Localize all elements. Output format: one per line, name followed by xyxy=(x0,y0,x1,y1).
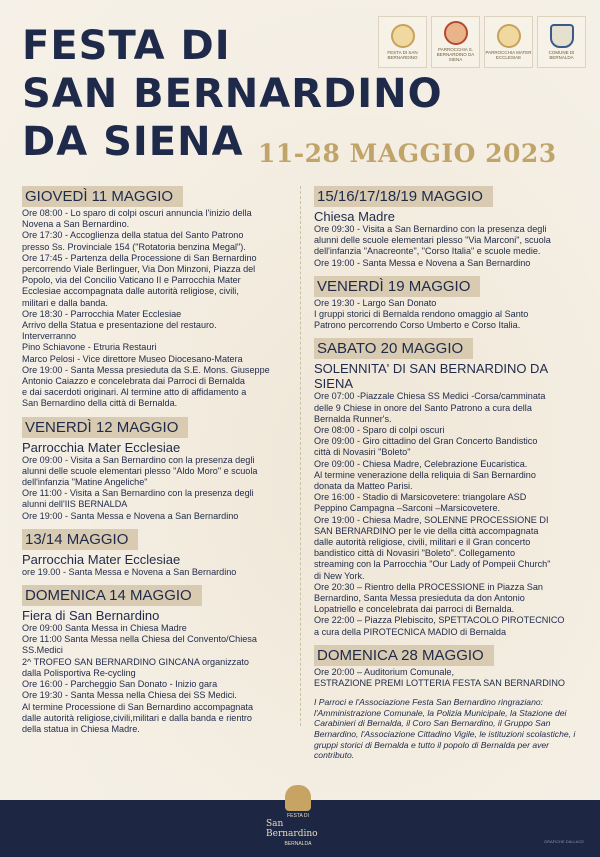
section-body xyxy=(22,567,292,578)
schedule-line: di New York. xyxy=(314,570,365,581)
schedule-line: 2^ TROFEO SAN BERNARDINO GINCANA organizzato xyxy=(22,656,249,667)
schedule-line: Ore 17:30 - Accoglienza della statua del Santo Patrono xyxy=(22,230,244,241)
festa-logo xyxy=(378,16,427,68)
schedule-line: SAN BERNARDINO per le vie della città accompagnata xyxy=(314,525,539,536)
schedule-line: Interverranno xyxy=(22,331,77,342)
section-header: DOMENICA 14 MAGGIO xyxy=(22,585,202,606)
schedule-line: percorrendo Viale Berlinguer, Via Don Minzoni, Piazza del xyxy=(22,264,256,275)
schedule-line: Ore 20:30 – Rientro della PROCESSIONE in Piazza San xyxy=(314,581,543,592)
left-column xyxy=(22,186,292,742)
parrocchia-san-bernardino-icon xyxy=(444,21,468,45)
section-header: DOMENICA 28 MAGGIO xyxy=(314,645,494,666)
schedule-line: Arrivo della Statua e presentazione del restauro. xyxy=(22,320,217,331)
schedule-line: Ore 19:00 - Chiesa Madre, SOLENNE PROCESSIONE DI xyxy=(314,514,549,525)
comune-bernalda-logo xyxy=(537,16,586,68)
section-body xyxy=(22,455,292,522)
schedule-line: bandistico città di Novasiri "Boleto". Collegamento xyxy=(314,548,516,559)
schedule-line: Ore 17:45 - Partenza della Processione di San Bernardino xyxy=(22,252,257,263)
section-domenica-14 xyxy=(22,585,292,735)
section-venerdi-12 xyxy=(22,417,292,522)
parrocchia-mater-ecclesiae-logo xyxy=(484,16,533,68)
schedule-line: Marco Pelosi - Vice direttore Museo Diocesano-Matera xyxy=(22,353,243,364)
schedule-line: Ore 09:00 - Chiesa Madre, Celebrazione Eucaristica. xyxy=(314,458,528,469)
schedule-line: SS.Medici xyxy=(22,645,63,656)
schedule-line: Ore 09:00 - Giro cittadino del Gran Concerto Bandistico xyxy=(314,436,538,447)
event-dates: 11-28 MAGGIO 2023 xyxy=(258,139,557,168)
schedule-line: Ore 11:00 - Visita a San Bernardino con la presenza degli xyxy=(22,488,254,499)
schedule-line: Ore 11:00 Santa Messa nella Chiesa del Convento/Chiesa xyxy=(22,634,257,645)
section-13-14 xyxy=(22,529,292,578)
thanks-note: I Parroci e l'Associazione Festa San Bernardino ringraziano: l'Amministrazione Comunale, la Polizia Municipale, la Stazione dei Carabinieri di Bernalda, il Coro San Bernardino, il Gruppo San Bernardino, l'Associazione Cittadino Vigile, le istituzioni scolastiche, i gruppi storici di Bernalda e tutto il popolo di Bernalda per aver contributo. xyxy=(314,697,576,761)
section-body xyxy=(22,208,292,410)
footer-place: BERNALDA xyxy=(284,841,312,847)
section-15-19 xyxy=(314,186,584,269)
schedule-line: streaming con la Parrocchia "Our Lady of Pompeii Church" xyxy=(314,559,551,570)
saint-emblem-icon xyxy=(285,785,311,811)
schedule-line: militari e dalla banda. xyxy=(22,297,108,308)
sponsor-logos xyxy=(378,16,586,68)
footer-logo xyxy=(266,783,330,847)
schedule-line: Antonio Caiazzo e concelebrata dai Parroci di Bernalda xyxy=(22,376,245,387)
schedule-line: Peppino Campagna –Sarconi –Marsicovetere. xyxy=(314,503,501,514)
right-column xyxy=(314,186,584,761)
section-subtitle: Fiera di San Bernardino xyxy=(22,608,160,624)
schedule-line: I gruppi storici di Bernalda rendono omaggio al Santo xyxy=(314,309,529,320)
schedule-line: presso Ss. Provinciale 154 ("Rotatoria benzina Megal"). xyxy=(22,241,246,252)
schedule-line: Ore 09:00 - Visita a San Bernardino con la presenza degli xyxy=(22,454,255,465)
section-body xyxy=(22,623,292,735)
title-line-2: SAN BERNARDINO xyxy=(22,71,443,117)
schedule-line: Ore 08:00 - Lo sparo di colpi oscuri annuncia l'inizio della xyxy=(22,208,252,218)
parrocchia-mater-ecclesiae-icon xyxy=(497,24,521,48)
schedule-line: Pino Schiavone - Etruria Restauri xyxy=(22,342,157,353)
schedule-line: Bernardino, Santa Messa presieduta da don Antonio xyxy=(314,593,525,604)
logo-caption: PARROCCHIA MATER ECCLESIAE xyxy=(485,49,532,60)
section-body xyxy=(314,667,584,689)
section-body xyxy=(314,224,584,269)
schedule-line: Bernalda Runner's. xyxy=(314,413,392,424)
section-subtitle: Parrocchia Mater Ecclesiae xyxy=(22,551,181,567)
schedule-line: alunni dell'IIS BERNALDA xyxy=(22,499,128,510)
schedule-line: Ore 19:30 - Santa Messa nella Chiesa dei SS Medici. xyxy=(22,690,237,701)
column-divider xyxy=(300,186,302,726)
schedule-line: a cura della PIROTECNICA MADIO di Bernalda xyxy=(314,626,507,637)
schedule-line: dell'infanzia "Matine Angeliche" xyxy=(22,477,148,488)
schedule-line: Ore 16:00 - Stadio di Marsicovetere: triangolare ASD xyxy=(314,492,527,503)
section-header: VENERDÌ 12 MAGGIO xyxy=(22,417,188,438)
footer-brand: San Bernardino xyxy=(266,819,318,839)
logo-caption: FESTA DI SAN BERNARDINO xyxy=(387,49,418,60)
logo-caption: COMUNE DI BERNALDA xyxy=(548,49,575,60)
schedule-line: e dai sacerdoti originari. Al termine atto di affidamento a xyxy=(22,387,247,398)
schedule-line: delle 9 Chiese in onore del Santo Patrono a cura della xyxy=(314,402,532,413)
schedule-line: Ore 07:00 -Piazzale Chiesa SS Medici -Corsa/camminata xyxy=(314,391,546,402)
schedule-line: Ore 19:00 - Santa Messa e Novena a San Bernardino xyxy=(314,257,531,268)
section-sabato-20 xyxy=(314,338,584,637)
section-header: 13/14 MAGGIO xyxy=(22,529,138,550)
schedule-line: Ore 09:00 Santa Messa in Chiesa Madre xyxy=(22,623,187,634)
schedule-line: della statua in Chiesa Madre. xyxy=(22,723,140,734)
schedule-line: Ore 16:00 - Parcheggio San Donato - Inizio gara xyxy=(22,679,218,690)
section-body xyxy=(314,391,584,637)
section-subtitle: Parrocchia Mater Ecclesiae xyxy=(22,439,181,455)
schedule-line: Al termine Processione di San Bernardino accompagnata xyxy=(22,701,254,712)
title-line-3: DA SIENA xyxy=(22,119,244,165)
schedule-line: Ore 19:30 - Largo San Donato xyxy=(314,297,437,308)
schedule-line: Ore 19:00 - Santa Messa e Novena a San Bernardino xyxy=(22,510,239,521)
schedule-line: alunni delle scuole elementari plesso "Via Marconi", scuola xyxy=(314,235,551,246)
schedule-line: Ore 18:30 - Parrocchia Mater Ecclesiae xyxy=(22,308,182,319)
title-line-1: FESTA DI xyxy=(22,23,231,69)
section-venerdi-19 xyxy=(314,276,584,332)
footer-small-text: FESTA DI xyxy=(287,813,309,819)
schedule-line: dalla Polisportiva Re-cycling xyxy=(22,667,136,678)
schedule-line: dalle autorità religiose,civili,militari e dalla banda e rientro xyxy=(22,712,252,723)
section-header: 15/16/17/18/19 MAGGIO xyxy=(314,186,493,207)
schedule-line: donata da Matteo Parisi. xyxy=(314,481,413,492)
section-giovedi-11 xyxy=(22,186,292,410)
schedule-line: dell'infanzia "Anacreonte", "Corso Italia" e scuole medie. xyxy=(314,246,541,257)
schedule-line: alunni delle scuole elementari plesso "Aldo Moro" e scuola xyxy=(22,465,258,476)
section-subtitle: Chiesa Madre xyxy=(314,209,395,224)
schedule-line: ESTRAZIONE PREMI LOTTERIA FESTA SAN BERNARDINO xyxy=(314,678,565,689)
schedule-line: Ore 08:00 - Sparo di colpi oscuri xyxy=(314,425,445,436)
schedule-line: dalle autorità religiose, civili, militari e il Gran concerto xyxy=(314,537,531,548)
schedule-line: Ore 09:30 - Visita a San Bernardino con la presenza degli xyxy=(314,224,547,234)
schedule-line: Lopatriello e concelebrata dai parroci di Bernalda. xyxy=(314,604,515,615)
parrocchia-san-bernardino-logo xyxy=(431,16,480,68)
schedule-line: Ore 20:00 – Auditorium Comunale, xyxy=(314,666,455,677)
schedule-line: Novena a San Bernardino. xyxy=(22,219,130,230)
schedule-line: San Bernardino della città di Bernalda. xyxy=(22,398,178,409)
schedule-line: Popolo, via del Concilio Vaticano II e Parrocchia Mater xyxy=(22,275,241,286)
festa-logo-icon xyxy=(391,24,415,48)
section-subtitle: SOLENNITA' DI SAN BERNARDINO DA SIENA xyxy=(314,361,548,392)
logo-caption: PARROCCHIA S. BERNARDINO DA SIENA xyxy=(436,47,475,62)
section-header: SABATO 20 MAGGIO xyxy=(314,338,473,359)
schedule-line: Patrono percorrendo Corso Umberto e Corso Italia. xyxy=(314,320,521,331)
schedule-line: città di Novasiri "Boleto" xyxy=(314,447,411,458)
section-header: VENERDÌ 19 MAGGIO xyxy=(314,276,480,297)
schedule-line: Ecclesiae accompagnata dalle autorità religiose, civili, xyxy=(22,286,239,297)
section-header: GIOVEDÌ 11 MAGGIO xyxy=(22,186,183,207)
schedule-line: Ore 19:00 - Santa Messa presieduta da S.E. Mons. Giuseppe xyxy=(22,364,270,375)
schedule-line: Al termine venerazione della reliquia di San Bernardino xyxy=(314,469,536,480)
comune-bernalda-icon xyxy=(550,24,574,48)
graphic-credit: GRAFICHE DALLACE xyxy=(543,839,584,844)
schedule-line: Ore 22:00 – Piazza Plebiscito, SPETTACOLO PIROTECNICO xyxy=(314,615,565,626)
schedule-line: ore 19.00 - Santa Messa e Novena a San Bernardino xyxy=(22,566,237,577)
section-domenica-28 xyxy=(314,645,584,689)
section-body xyxy=(314,298,584,332)
